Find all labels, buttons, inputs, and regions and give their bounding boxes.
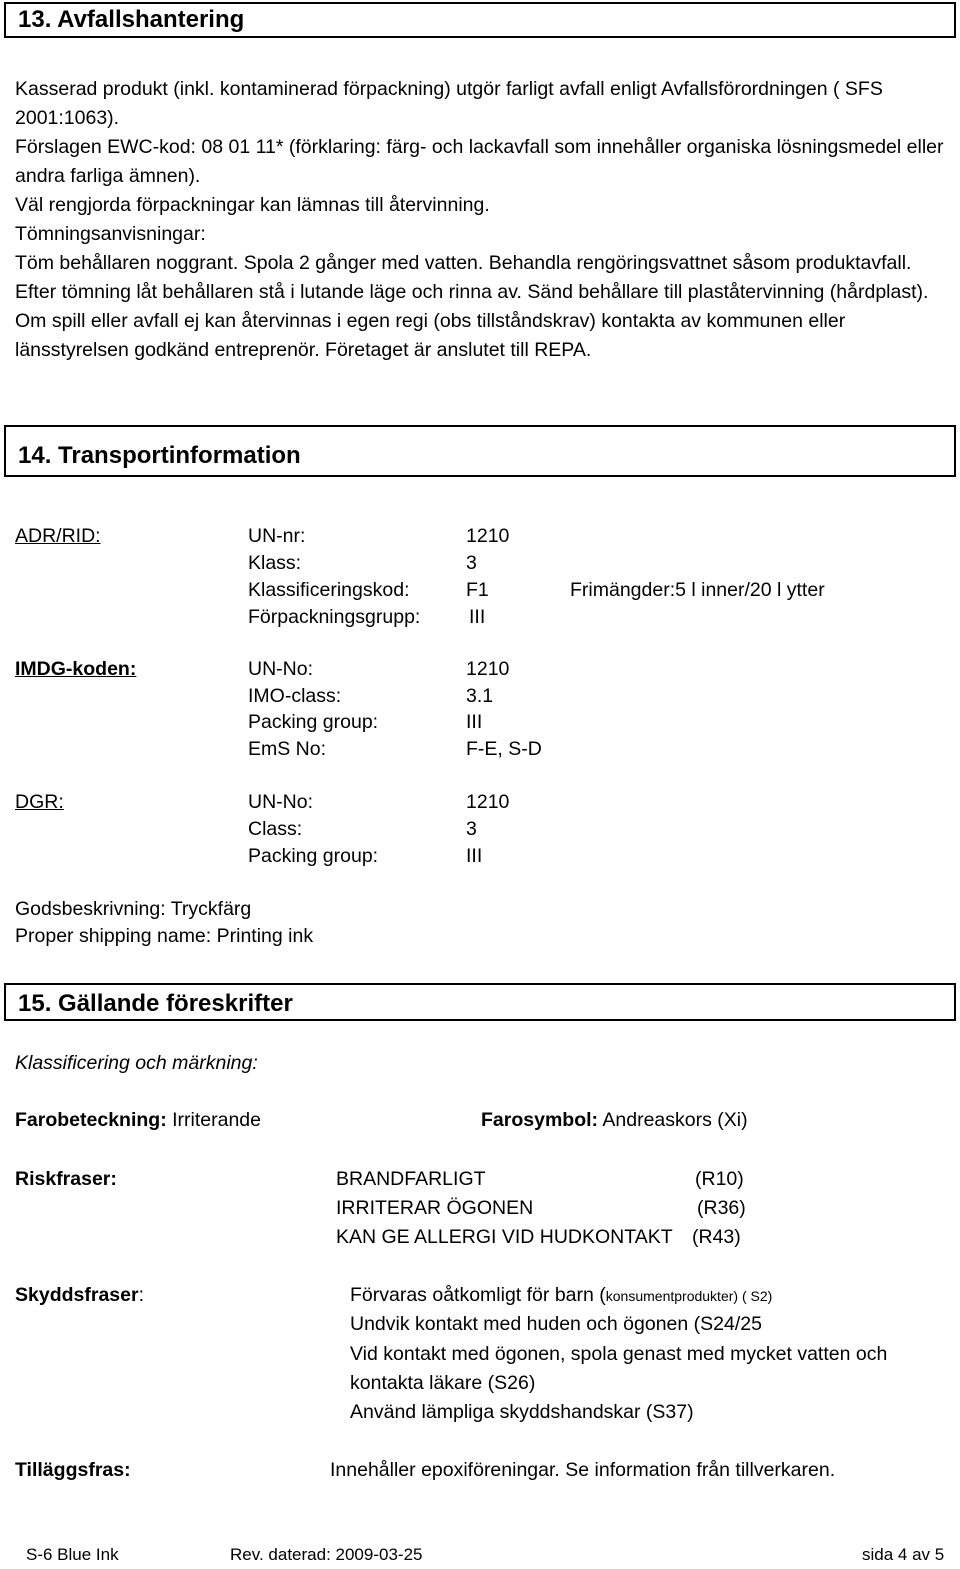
risk-phrase-3-text: KAN GE ALLERGI VID HUDKONTAKT	[336, 1226, 673, 1248]
footer-revision: Rev. daterad: 2009-03-25	[230, 1545, 423, 1564]
section-13-body	[15, 75, 945, 365]
imdg-label-4: EmS No:	[248, 738, 327, 760]
adr-note: Frimängder:5 l inner/20 l ytter	[570, 579, 825, 601]
additional-phrase-label: Tilläggsfras:	[15, 1459, 131, 1481]
risk-phrase-1-code: (R10)	[695, 1168, 744, 1190]
adr-value-1: 1210	[466, 525, 510, 547]
adr-label-4: Förpackningsgrupp:	[248, 606, 421, 628]
imdg-value-1: 1210	[466, 658, 510, 680]
ewc-code-paragraph: Förslagen EWC-kod: 08 01 11* (förklaring: färg- och lackavfall som innehåller organiska lösningsmedel eller andra farliga ämnen).	[15, 136, 944, 187]
footer-page-number: sida 4 av 5	[862, 1545, 945, 1564]
adr-value-2: 3	[466, 552, 477, 574]
imdg-label-1: UN-No:	[248, 658, 314, 680]
dgr-label-2: Class:	[248, 818, 303, 840]
recycling-paragraph: Väl rengjorda förpackningar kan lämnas till återvinning.	[15, 194, 490, 216]
classification-subtitle: Klassificering och märkning:	[15, 1052, 258, 1074]
safety-phrase-4: Använd lämpliga skyddshandskar (S37)	[350, 1401, 694, 1423]
hazard-symbol	[481, 1106, 748, 1135]
section-15-title: 15. Gällande föreskrifter	[18, 990, 293, 1017]
risk-phrase-2-code: (R36)	[697, 1197, 746, 1219]
risk-phrase-2-text: IRRITERAR ÖGONEN	[336, 1197, 534, 1219]
hazard-designation	[15, 1106, 261, 1135]
dgr-value-2: 3	[466, 818, 477, 840]
risk-phrase-1-text: BRANDFARLIGT	[336, 1168, 486, 1190]
section-14-title: 14. Transportinformation	[18, 442, 301, 469]
section-13-title: 13. Avfallshantering	[18, 6, 245, 33]
imdg-value-2: 3.1	[466, 685, 494, 707]
imdg-label-2: IMO-class:	[248, 685, 342, 707]
safety-phrase-1-main: Förvaras oåtkomligt för barn (	[350, 1284, 606, 1306]
emptying-instructions: Töm behållaren noggrant. Spola 2 gånger med vatten. Behandla rengöringsvattnet såsom produktavfall. Efter tömning låt behållaren stå i lutande läge och rinna av. Sänd behållare till plaståtervinning (hårdplast).	[15, 252, 929, 303]
dgr-label-3: Packing group:	[248, 845, 379, 867]
imdg-value-3: III	[466, 711, 483, 733]
goods-description: Godsbeskrivning: Tryckfärg	[15, 898, 252, 920]
safety-phrase-2: Undvik kontakt med huden och ögonen (S24/25	[350, 1313, 762, 1335]
safety-phrases-colon: :	[138, 1284, 144, 1306]
proper-shipping-name: Proper shipping name: Printing ink	[15, 925, 314, 947]
imdg-heading: IMDG-koden:	[15, 658, 137, 680]
imdg-label-3: Packing group:	[248, 711, 379, 733]
section-14-header	[4, 425, 956, 477]
footer-product: S-6 Blue Ink	[26, 1545, 119, 1564]
risk-phrases-label: Riskfraser:	[15, 1168, 117, 1190]
adr-label-2: Klass:	[248, 552, 302, 574]
adr-label-3: Klassificeringskod:	[248, 579, 410, 601]
dgr-heading: DGR:	[15, 791, 64, 813]
safety-phrase-3a: Vid kontakt med ögonen, spola genast med mycket vatten och	[350, 1343, 888, 1365]
emptying-heading: Tömningsanvisningar:	[15, 223, 206, 245]
safety-phrase-1-small: konsumentprodukter) ( S2)	[605, 1288, 773, 1304]
spill-paragraph: Om spill eller avfall ej kan återvinnas i egen regi (obs tillståndskrav) kontakta av kommunen eller länsstyrelsen godkänd entreprenör. Företaget är anslutet till REPA.	[15, 310, 846, 361]
risk-phrase-3-code: (R43)	[692, 1226, 741, 1248]
imdg-value-4: F-E, S-D	[466, 738, 542, 760]
disposal-paragraph: Kasserad produkt (inkl. kontaminerad förpackning) utgör farligt avfall enligt Avfallsförordningen ( SFS 2001:1063).	[15, 78, 883, 129]
hazard-designation-label: Farobeteckning:	[15, 1109, 167, 1131]
hazard-designation-value: Irriterande	[172, 1109, 261, 1131]
section-15-header	[4, 983, 956, 1021]
safety-phrase-1	[350, 1281, 772, 1311]
hazard-symbol-value: Andreaskors (Xi)	[602, 1109, 748, 1131]
adr-value-3: F1	[466, 579, 489, 601]
adr-heading: ADR/RID:	[15, 525, 101, 547]
section-13-header	[4, 2, 956, 38]
adr-label-1: UN-nr:	[248, 525, 306, 547]
safety-phrases-label	[15, 1281, 144, 1310]
safety-phrase-3b: kontakta läkare (S26)	[350, 1372, 536, 1394]
dgr-value-3: III	[466, 845, 483, 867]
adr-value-4: III	[469, 606, 486, 628]
dgr-label-1: UN-No:	[248, 791, 314, 813]
hazard-symbol-label: Farosymbol:	[481, 1109, 599, 1131]
additional-phrase-value: Innehåller epoxiföreningar. Se information från tillverkaren.	[330, 1459, 836, 1481]
safety-phrases-label-text: Skyddsfraser	[15, 1284, 139, 1306]
dgr-value-1: 1210	[466, 791, 510, 813]
